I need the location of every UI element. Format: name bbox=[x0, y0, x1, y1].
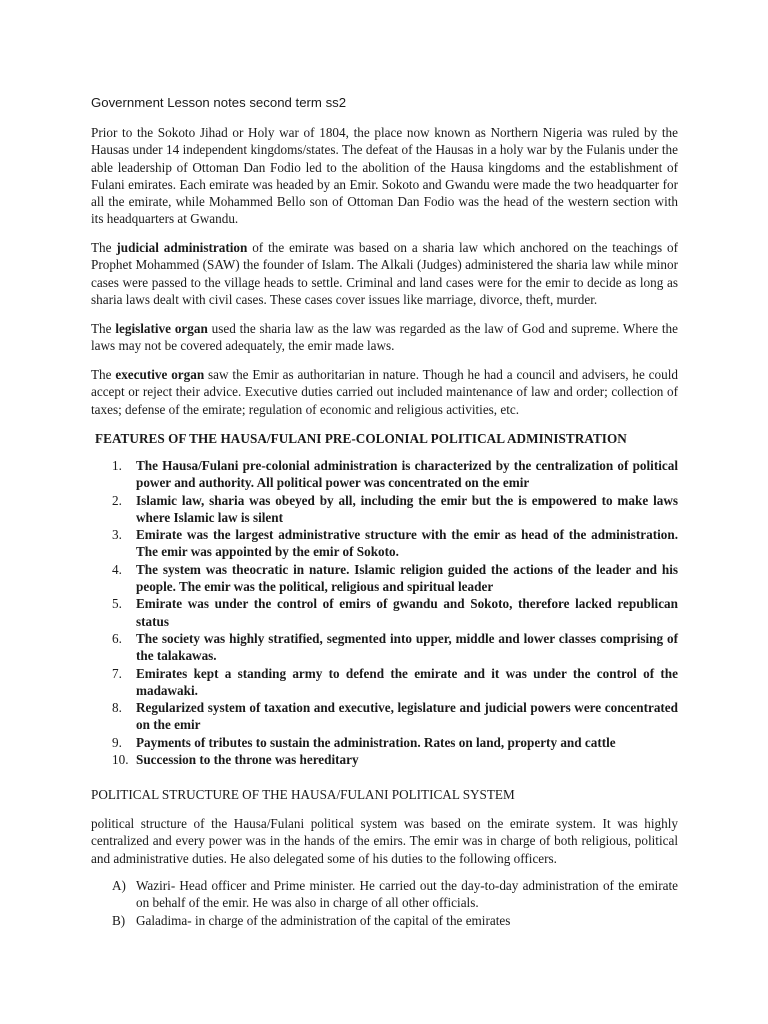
officers-list bbox=[91, 877, 678, 929]
list-item: 4. The system was theocratic in nature. Islamic religion guided the actions of the leader and his people. The emir was the political, religious and spiritual leader bbox=[112, 561, 678, 595]
list-item: 5. Emirate was under the control of emirs of gwandu and Sokoto, therefore lacked republican status bbox=[112, 596, 678, 629]
structure-paragraph: political structure of the Hausa/Fulani political system was based on the emirate system. It was highly centralized and every power was in the hands of the emirs. The emir was in charge of both religious, political and administrative duties. He also delegated some of his duties to the following officers. bbox=[91, 816, 678, 866]
list-item: 3. Emirate was the largest administrative structure with the emir as head of the administration. The emir was appointed by the emir of Sokoto. bbox=[112, 527, 678, 560]
features-heading: FEATURES OF THE HAUSA/FULANI PRE-COLONIAL POLITICAL ADMINISTRATION bbox=[95, 431, 627, 446]
list-item: 10. Succession to the throne was hereditary bbox=[112, 752, 359, 768]
list-item: 2. Islamic law, sharia was obeyed by all, including the emir but the is empowered to make laws where Islamic law is silent bbox=[112, 492, 678, 525]
list-item: B) Galadima- in charge of the administration of the capital of the emirates bbox=[112, 912, 511, 928]
list-item: 7. Emirates kept a standing army to defend the emirate and it was under the control of the madawaki. bbox=[112, 665, 678, 698]
judicial-paragraph: The judicial administration of the emirate was based on a sharia law which anchored on the teachings of Prophet Mohammed (SAW) the founder of Islam. The Alkali (Judges) administered the sharia law while minor cases were passed to the village heads to settle. Criminal and land cases were for the emir to decide as long as sharia laws dealt with civil cases. These cases cover issues like marriage, divorce, theft, murder. bbox=[91, 240, 678, 307]
list-item: 1. The Hausa/Fulani pre-colonial administration is characterized by the centralization of political power and authority. All political power was concentrated on the emir bbox=[112, 458, 678, 491]
list-item: 9. Payments of tributes to sustain the administration. Rates on land, property and cattle bbox=[112, 734, 616, 750]
judicial-term: judicial administration bbox=[116, 240, 248, 255]
legislative-term: legislative organ bbox=[115, 321, 208, 336]
executive-paragraph: The executive organ saw the Emir as authoritarian in nature. Though he had a council and advisers, he could accept or reject their advice. Executive duties carried out included maintenance of law and order; collection of taxes; defense of the emirate; regulation of economic and religious activities, etc. bbox=[91, 367, 678, 417]
document-title: Government Lesson notes second term ss2 bbox=[91, 95, 347, 110]
list-item: A) Waziri- Head officer and Prime minister. He carried out the day-to-day administration of the emirate on behalf of the emir. He was also in charge of all other officials. bbox=[112, 878, 678, 911]
structure-heading: POLITICAL STRUCTURE OF THE HAUSA/FULANI POLITICAL SYSTEM bbox=[91, 787, 515, 802]
list-item: 6. The society was highly stratified, segmented into upper, middle and lower classes comprising of the talakawas. bbox=[112, 630, 678, 664]
executive-term: executive organ bbox=[115, 367, 205, 382]
features-list bbox=[91, 457, 678, 768]
intro-paragraph: Prior to the Sokoto Jihad or Holy war of 1804, the place now known as Northern Nigeria was ruled by the Hausas under 14 independent kingdoms/states. The defeat of the Hausas in a holy war by the Fulanis under the able leadership of Ottoman Dan Fodio led to the abolition of the Hausa kingdoms and the establishment of Fulani emirates. Each emirate was headed by an Emir. Sokoto and Gwandu were made the two headquarter for all the emirate, while Mohammed Bello son of Ottoman Dan Fodio was the head of the western section with its headquarters at Gwandu. bbox=[91, 125, 678, 227]
list-item: 8. Regularized system of taxation and executive, legislature and judicial powers were concentrated on the emir bbox=[112, 700, 678, 733]
legislative-paragraph: The legislative organ used the sharia law as the law was regarded as the law of God and supreme. Where the laws may not be covered adequately, the emir made laws. bbox=[91, 321, 678, 354]
